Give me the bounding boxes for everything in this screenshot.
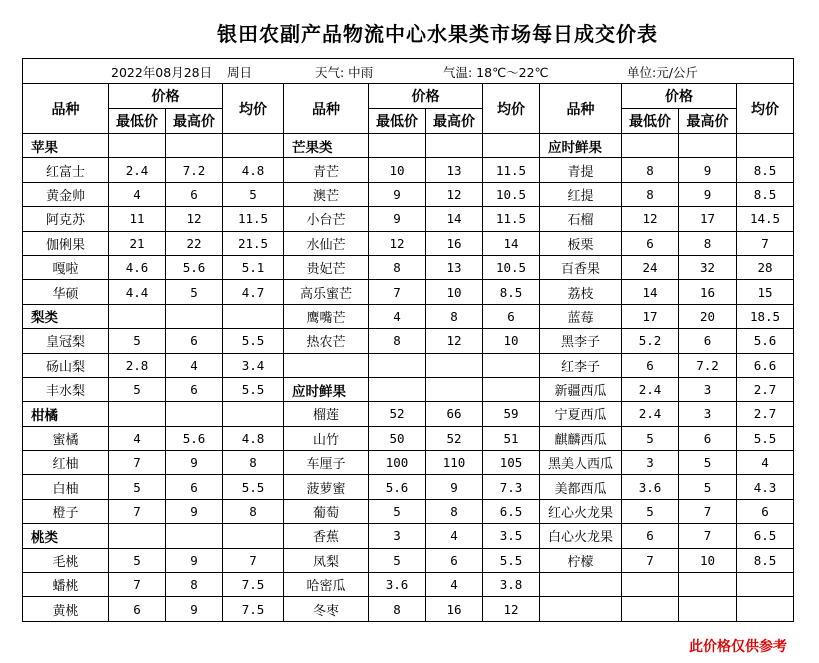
product-name: 麒麟西瓜 — [540, 426, 622, 450]
product-name: 蜜橘 — [23, 426, 109, 450]
min-price — [369, 134, 426, 158]
avg-price: 28 — [737, 255, 794, 279]
min-price — [109, 304, 166, 328]
avg-price: 6.5 — [483, 499, 540, 523]
min-price: 9 — [369, 207, 426, 231]
avg-price: 11.5 — [483, 207, 540, 231]
max-price: 8 — [426, 304, 483, 328]
min-price: 12 — [369, 231, 426, 255]
category-label: 梨类 — [23, 304, 109, 328]
header-avg: 均价 — [223, 84, 284, 134]
avg-price: 5.1 — [223, 255, 284, 279]
min-price: 11 — [109, 207, 166, 231]
max-price: 4 — [166, 353, 223, 377]
max-price: 13 — [426, 255, 483, 279]
avg-price — [483, 134, 540, 158]
avg-price — [737, 573, 794, 597]
page-title: 银田农副产品物流中心水果类市场每日成交价表 — [217, 22, 658, 46]
header-min: 最低价 — [369, 109, 426, 134]
max-price: 16 — [679, 280, 737, 304]
max-price: 66 — [426, 402, 483, 426]
min-price: 2.4 — [622, 402, 679, 426]
product-name: 柠檬 — [540, 548, 622, 572]
header-price: 价格 — [109, 84, 223, 109]
product-name: 百香果 — [540, 255, 622, 279]
min-price: 10 — [369, 158, 426, 182]
avg-price: 21.5 — [223, 231, 284, 255]
avg-price: 5.5 — [737, 426, 794, 450]
max-price: 6 — [679, 426, 737, 450]
min-price: 14 — [622, 280, 679, 304]
product-name: 澳芒 — [284, 182, 369, 206]
product-name: 香蕉 — [284, 524, 369, 548]
max-price: 4 — [426, 524, 483, 548]
avg-price: 7.3 — [483, 475, 540, 499]
max-price: 3 — [679, 377, 737, 401]
product-name: 丰水梨 — [23, 377, 109, 401]
product-name: 冬枣 — [284, 597, 369, 621]
product-name: 荔枝 — [540, 280, 622, 304]
max-price: 7.2 — [679, 353, 737, 377]
product-name: 红柚 — [23, 451, 109, 475]
table-row — [23, 475, 794, 499]
category-label: 应时鲜果 — [284, 377, 369, 401]
min-price: 7 — [369, 280, 426, 304]
avg-price: 5.5 — [223, 475, 284, 499]
min-price: 4 — [109, 182, 166, 206]
avg-price: 10.5 — [483, 182, 540, 206]
avg-price: 7.5 — [223, 573, 284, 597]
min-price: 50 — [369, 426, 426, 450]
header-max: 最高价 — [166, 109, 223, 134]
max-price: 9 — [166, 548, 223, 572]
product-name: 红富士 — [23, 158, 109, 182]
min-price — [622, 134, 679, 158]
header-avg: 均价 — [737, 84, 794, 134]
avg-price: 105 — [483, 451, 540, 475]
product-name: 贵妃芒 — [284, 255, 369, 279]
min-price: 8 — [369, 329, 426, 353]
category-label: 苹果 — [23, 134, 109, 158]
footnote: 此价格仅供参考 — [689, 639, 787, 655]
avg-price: 4.3 — [737, 475, 794, 499]
header-price: 价格 — [369, 84, 483, 109]
table-row — [23, 524, 794, 548]
avg-price: 14.5 — [737, 207, 794, 231]
weather-text: 天气: 中雨 — [315, 65, 374, 80]
min-price: 5 — [369, 499, 426, 523]
max-price: 10 — [426, 280, 483, 304]
max-price: 8 — [679, 231, 737, 255]
max-price: 52 — [426, 426, 483, 450]
header-name: 品种 — [284, 84, 369, 134]
avg-price: 6.5 — [737, 524, 794, 548]
product-name: 红心火龙果 — [540, 499, 622, 523]
avg-price — [223, 304, 284, 328]
max-price — [166, 134, 223, 158]
product-name: 热农芒 — [284, 329, 369, 353]
avg-price: 10.5 — [483, 255, 540, 279]
product-name: 伽俐果 — [23, 231, 109, 255]
min-price: 5 — [369, 548, 426, 572]
min-price: 5 — [109, 377, 166, 401]
avg-price: 4.7 — [223, 280, 284, 304]
avg-price: 15 — [737, 280, 794, 304]
min-price: 21 — [109, 231, 166, 255]
product-name: 红李子 — [540, 353, 622, 377]
product-name: 橙子 — [23, 499, 109, 523]
max-price — [166, 524, 223, 548]
product-name: 毛桃 — [23, 548, 109, 572]
min-price — [369, 377, 426, 401]
min-price: 2.4 — [622, 377, 679, 401]
product-name: 蟠桃 — [23, 573, 109, 597]
avg-price: 14 — [483, 231, 540, 255]
avg-price: 11.5 — [223, 207, 284, 231]
avg-price: 6 — [737, 499, 794, 523]
max-price: 16 — [426, 597, 483, 621]
max-price: 6 — [166, 377, 223, 401]
min-price: 100 — [369, 451, 426, 475]
max-price — [426, 353, 483, 377]
product-name: 高乐蜜芒 — [284, 280, 369, 304]
product-name: 板栗 — [540, 231, 622, 255]
header-row-1 — [23, 84, 794, 109]
avg-price: 59 — [483, 402, 540, 426]
min-price: 6 — [622, 231, 679, 255]
avg-price: 5.6 — [737, 329, 794, 353]
min-price: 3.6 — [369, 573, 426, 597]
max-price: 6 — [166, 475, 223, 499]
max-price: 6 — [679, 329, 737, 353]
header-row-2 — [23, 109, 794, 134]
avg-price: 12 — [483, 597, 540, 621]
table-row — [23, 402, 794, 426]
product-name: 阿克苏 — [23, 207, 109, 231]
min-price: 3.6 — [622, 475, 679, 499]
max-price: 110 — [426, 451, 483, 475]
min-price: 5.2 — [622, 329, 679, 353]
table-row — [23, 134, 794, 158]
avg-price — [223, 402, 284, 426]
product-name: 华硕 — [23, 280, 109, 304]
min-price: 5 — [622, 426, 679, 450]
max-price — [426, 134, 483, 158]
table-row — [23, 207, 794, 231]
min-price: 7 — [109, 451, 166, 475]
category-label: 柑橘 — [23, 402, 109, 426]
header-min: 最低价 — [622, 109, 679, 134]
avg-price: 5 — [223, 182, 284, 206]
avg-price — [223, 134, 284, 158]
avg-price — [483, 353, 540, 377]
avg-price: 7.5 — [223, 597, 284, 621]
table-row — [23, 280, 794, 304]
table-row — [23, 304, 794, 328]
avg-price: 6.6 — [737, 353, 794, 377]
max-price: 9 — [426, 475, 483, 499]
product-name: 新疆西瓜 — [540, 377, 622, 401]
avg-price: 6 — [483, 304, 540, 328]
max-price: 7 — [679, 524, 737, 548]
min-price: 9 — [369, 182, 426, 206]
max-price: 12 — [426, 182, 483, 206]
min-price: 8 — [622, 158, 679, 182]
avg-price — [737, 134, 794, 158]
product-name: 葡萄 — [284, 499, 369, 523]
avg-price: 2.7 — [737, 377, 794, 401]
max-price — [679, 573, 737, 597]
table-row — [23, 573, 794, 597]
table-row — [23, 353, 794, 377]
avg-price: 3.8 — [483, 573, 540, 597]
avg-price — [483, 377, 540, 401]
max-price: 6 — [426, 548, 483, 572]
table-row — [23, 548, 794, 572]
max-price: 4 — [426, 573, 483, 597]
info-cell — [23, 59, 794, 84]
product-name: 水仙芒 — [284, 231, 369, 255]
min-price: 5 — [109, 329, 166, 353]
max-price: 5 — [166, 280, 223, 304]
table-row — [23, 377, 794, 401]
max-price: 5 — [679, 475, 737, 499]
temperature-text: 气温: 18℃～22℃ — [443, 65, 549, 80]
product-name: 青芒 — [284, 158, 369, 182]
product-name: 黄桃 — [23, 597, 109, 621]
min-price: 8 — [622, 182, 679, 206]
product-name: 红提 — [540, 182, 622, 206]
min-price: 7 — [109, 499, 166, 523]
product-name: 石榴 — [540, 207, 622, 231]
max-price: 8 — [166, 573, 223, 597]
max-price — [426, 377, 483, 401]
avg-price: 5.5 — [483, 548, 540, 572]
min-price: 24 — [622, 255, 679, 279]
table-row — [23, 451, 794, 475]
product-name: 凤梨 — [284, 548, 369, 572]
product-name: 菠萝蜜 — [284, 475, 369, 499]
product-name: 黄金帅 — [23, 182, 109, 206]
max-price: 7 — [679, 499, 737, 523]
table-row — [23, 499, 794, 523]
max-price: 6 — [166, 329, 223, 353]
header-price: 价格 — [622, 84, 737, 109]
weekday-text: 周日 — [227, 65, 253, 80]
product-name: 皇冠梨 — [23, 329, 109, 353]
max-price — [679, 597, 737, 621]
min-price: 5 — [109, 475, 166, 499]
product-name — [284, 353, 369, 377]
avg-price: 4.8 — [223, 426, 284, 450]
category-label: 桃类 — [23, 524, 109, 548]
product-name: 黑李子 — [540, 329, 622, 353]
max-price: 17 — [679, 207, 737, 231]
product-name: 榴莲 — [284, 402, 369, 426]
max-price: 9 — [679, 158, 737, 182]
max-price: 5.6 — [166, 426, 223, 450]
product-name: 美都西瓜 — [540, 475, 622, 499]
min-price: 52 — [369, 402, 426, 426]
table-row — [23, 597, 794, 621]
min-price — [109, 524, 166, 548]
min-price: 4 — [369, 304, 426, 328]
min-price: 5.6 — [369, 475, 426, 499]
table-row — [23, 182, 794, 206]
min-price: 5 — [622, 499, 679, 523]
avg-price: 10 — [483, 329, 540, 353]
avg-price: 5.5 — [223, 329, 284, 353]
product-name: 蓝莓 — [540, 304, 622, 328]
min-price: 3 — [622, 451, 679, 475]
min-price: 2.8 — [109, 353, 166, 377]
header-avg: 均价 — [483, 84, 540, 134]
product-name: 车厘子 — [284, 451, 369, 475]
product-name: 嘎啦 — [23, 255, 109, 279]
avg-price: 5.5 — [223, 377, 284, 401]
max-price: 5 — [679, 451, 737, 475]
header-name: 品种 — [540, 84, 622, 134]
avg-price: 8.5 — [483, 280, 540, 304]
table-row — [23, 231, 794, 255]
max-price — [679, 134, 737, 158]
max-price: 22 — [166, 231, 223, 255]
avg-price: 4 — [737, 451, 794, 475]
min-price — [109, 402, 166, 426]
max-price: 14 — [426, 207, 483, 231]
min-price: 8 — [369, 255, 426, 279]
product-name: 青提 — [540, 158, 622, 182]
max-price: 20 — [679, 304, 737, 328]
avg-price: 7 — [737, 231, 794, 255]
avg-price: 8.5 — [737, 158, 794, 182]
max-price: 32 — [679, 255, 737, 279]
avg-price — [223, 524, 284, 548]
max-price: 9 — [166, 499, 223, 523]
avg-price: 11.5 — [483, 158, 540, 182]
table-row — [23, 329, 794, 353]
min-price — [622, 597, 679, 621]
product-name: 小台芒 — [284, 207, 369, 231]
min-price: 4.6 — [109, 255, 166, 279]
max-price: 7.2 — [166, 158, 223, 182]
min-price: 7 — [622, 548, 679, 572]
avg-price: 4.8 — [223, 158, 284, 182]
max-price: 13 — [426, 158, 483, 182]
avg-price: 3.5 — [483, 524, 540, 548]
avg-price: 8 — [223, 451, 284, 475]
product-name — [540, 597, 622, 621]
header-max: 最高价 — [679, 109, 737, 134]
avg-price: 3.4 — [223, 353, 284, 377]
min-price: 3 — [369, 524, 426, 548]
price-table — [22, 58, 794, 622]
max-price: 9 — [166, 597, 223, 621]
min-price: 4.4 — [109, 280, 166, 304]
min-price: 4 — [109, 426, 166, 450]
product-name — [540, 573, 622, 597]
max-price — [166, 304, 223, 328]
product-name: 白柚 — [23, 475, 109, 499]
category-label: 芒果类 — [284, 134, 369, 158]
min-price: 17 — [622, 304, 679, 328]
product-name: 白心火龙果 — [540, 524, 622, 548]
info-row — [23, 59, 794, 84]
avg-price: 51 — [483, 426, 540, 450]
avg-price: 7 — [223, 548, 284, 572]
min-price: 12 — [622, 207, 679, 231]
max-price: 9 — [166, 451, 223, 475]
min-price: 5 — [109, 548, 166, 572]
header-name: 品种 — [23, 84, 109, 134]
max-price: 10 — [679, 548, 737, 572]
max-price: 8 — [426, 499, 483, 523]
date-text: 2022年08月28日 — [111, 65, 213, 80]
min-price: 7 — [109, 573, 166, 597]
avg-price: 2.7 — [737, 402, 794, 426]
min-price — [369, 353, 426, 377]
product-name: 宁夏西瓜 — [540, 402, 622, 426]
min-price: 8 — [369, 597, 426, 621]
product-name: 砀山梨 — [23, 353, 109, 377]
avg-price: 8 — [223, 499, 284, 523]
category-label: 应时鲜果 — [540, 134, 622, 158]
max-price: 12 — [426, 329, 483, 353]
header-min: 最低价 — [109, 109, 166, 134]
product-name: 鹰嘴芒 — [284, 304, 369, 328]
avg-price — [737, 597, 794, 621]
product-name: 哈密瓜 — [284, 573, 369, 597]
max-price: 3 — [679, 402, 737, 426]
max-price: 6 — [166, 182, 223, 206]
max-price: 16 — [426, 231, 483, 255]
max-price: 9 — [679, 182, 737, 206]
avg-price: 18.5 — [737, 304, 794, 328]
table-row — [23, 158, 794, 182]
product-name: 山竹 — [284, 426, 369, 450]
product-name: 黑美人西瓜 — [540, 451, 622, 475]
min-price — [109, 134, 166, 158]
max-price: 5.6 — [166, 255, 223, 279]
min-price — [622, 573, 679, 597]
min-price: 6 — [622, 353, 679, 377]
table-row — [23, 426, 794, 450]
table-row — [23, 255, 794, 279]
max-price — [166, 402, 223, 426]
max-price: 12 — [166, 207, 223, 231]
avg-price: 8.5 — [737, 548, 794, 572]
min-price: 2.4 — [109, 158, 166, 182]
unit-text: 单位:元/公斤 — [627, 65, 698, 80]
min-price: 6 — [109, 597, 166, 621]
header-max: 最高价 — [426, 109, 483, 134]
min-price: 6 — [622, 524, 679, 548]
avg-price: 8.5 — [737, 182, 794, 206]
